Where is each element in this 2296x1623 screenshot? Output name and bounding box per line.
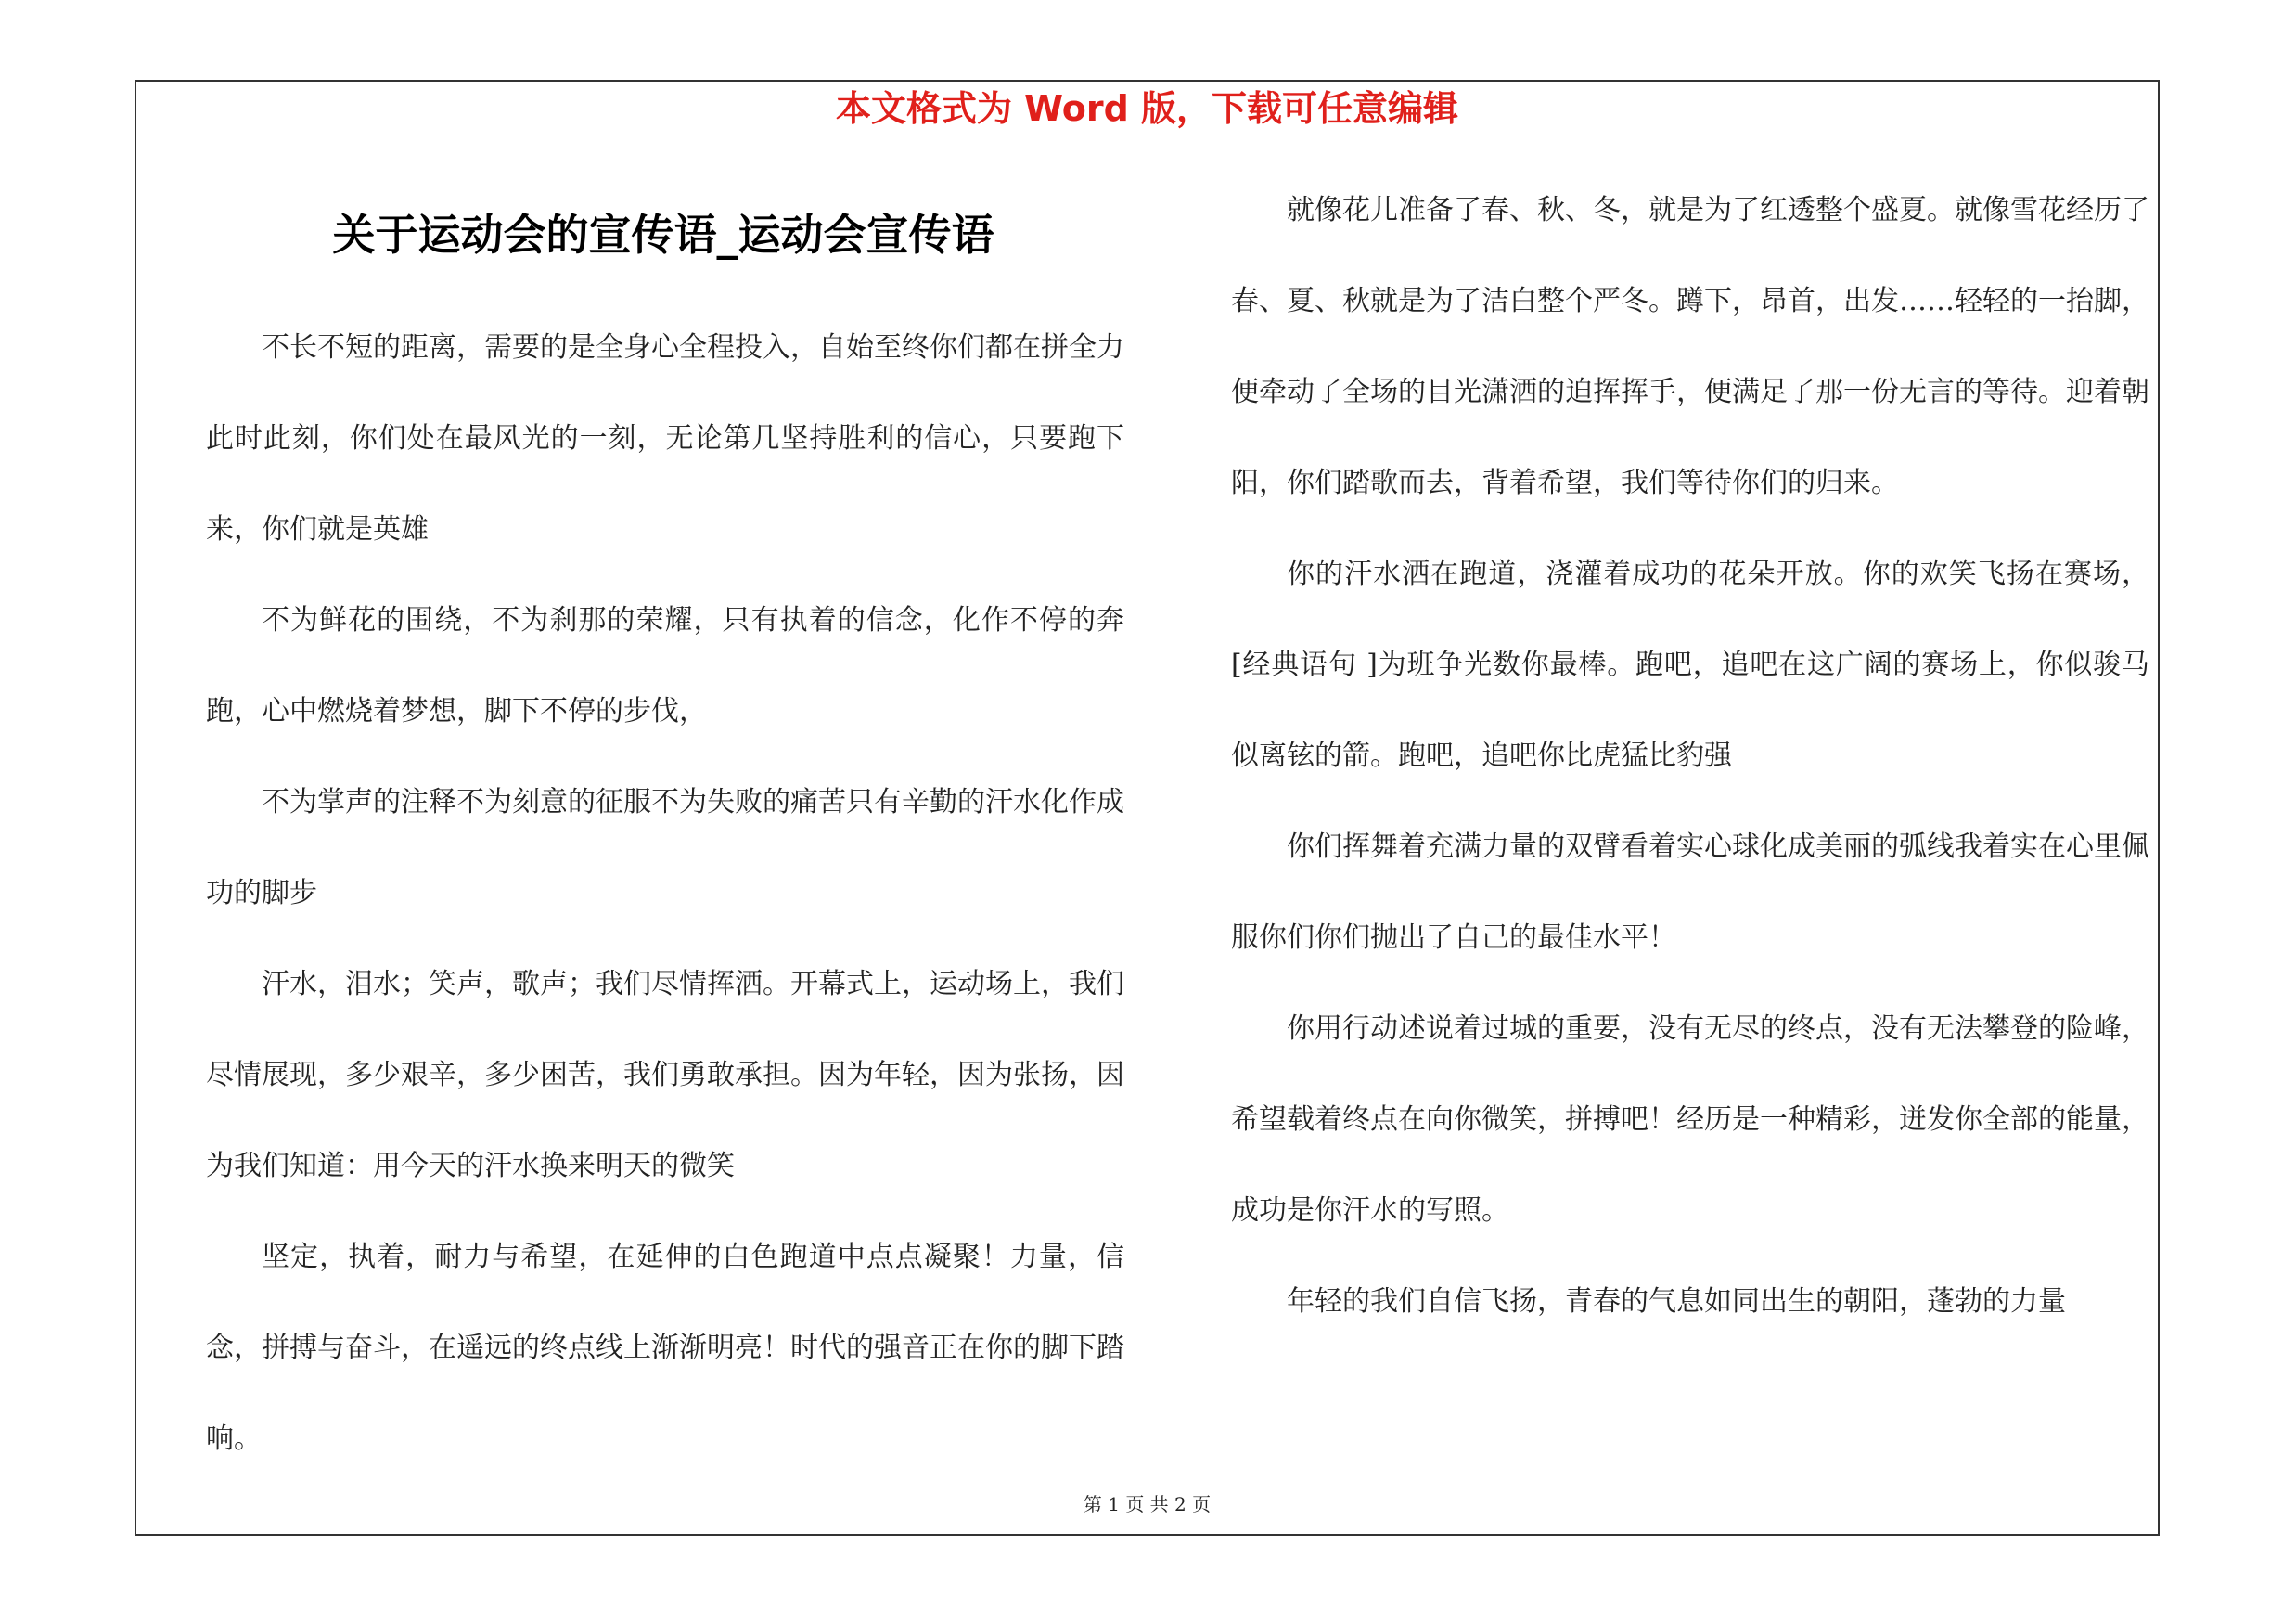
paragraph: 就像花儿准备了春、秋、冬，就是为了红透整个盛夏。就像雪花经历了春、夏、秋就是为了洁白整个严冬。蹲下，昂首，出发……轻轻的一抬脚，便牵动了全场的目光潇洒的迫挥挥手，便满足了那一份无言的等待。迎着朝阳，你们踏歌而去，背着希望，我们等待你们的归来。 <box>1231 194 2149 499</box>
left-column <box>206 303 1124 1485</box>
paragraph: 不为鲜花的围绕，不为刹那的荣耀，只有执着的信念，化作不停的奔跑，心中燃烧着梦想，脚下不停的步伐， <box>206 604 1124 728</box>
right-column <box>1231 165 2149 1347</box>
page-number: 第 1 页 共 2 页 <box>1083 1493 1212 1515</box>
paragraph: 坚定，执着，耐力与希望，在延伸的白色跑道中点点凝聚！力量，信念，拼搏与奋斗，在遥远的终点线上渐渐明亮！时代的强音正在你的脚下踏响。 <box>206 1241 1124 1455</box>
paragraph: 你们挥舞着充满力量的双臂看着实心球化成美丽的弧线我着实在心里佩服你们你们抛出了自己的最佳水平！ <box>1231 831 2149 954</box>
paragraph: 汗水，泪水；笑声，歌声；我们尽情挥洒。开幕式上，运动场上，我们尽情展现，多少艰辛，多少困苦，我们勇敢承担。因为年轻，因为张扬，因为我们知道：用今天的汗水换来明天的微笑 <box>206 968 1124 1182</box>
paragraph: 年轻的我们自信飞扬，青春的气息如同出生的朝阳，蓬勃的力量 <box>1287 1285 2066 1318</box>
word-format-banner: 本文格式为 Word 版，下载可任意编辑 <box>835 88 1459 129</box>
paragraph: 不为掌声的注释不为刻意的征服不为失败的痛苦只有辛勤的汗水化作成功的脚步 <box>206 786 1124 909</box>
paragraph: 你的汗水洒在跑道，浇灌着成功的花朵开放。你的欢笑飞扬在赛场，[经典语句 ]为班争光数你最棒。跑吧，追吧在这广阔的赛场上，你似骏马似离铉的箭。跑吧，追吧你比虎猛比豹强 <box>1231 558 2149 772</box>
paragraph: 你用行动述说着过城的重要，没有无尽的终点，没有无法攀登的险峰，希望载着终点在向你微笑，拼搏吧！经历是一种精彩，迸发你全部的能量，成功是你汗水的写照。 <box>1231 1012 2149 1227</box>
paragraph: 不长不短的距离，需要的是全身心全程投入，自始至终你们都在拼全力此时此刻，你们处在最风光的一刻，无论第几坚持胜利的信心，只要跑下来，你们就是英雄 <box>206 331 1124 546</box>
document-title: 关于运动会的宣传语_运动会宣传语 <box>332 210 994 260</box>
